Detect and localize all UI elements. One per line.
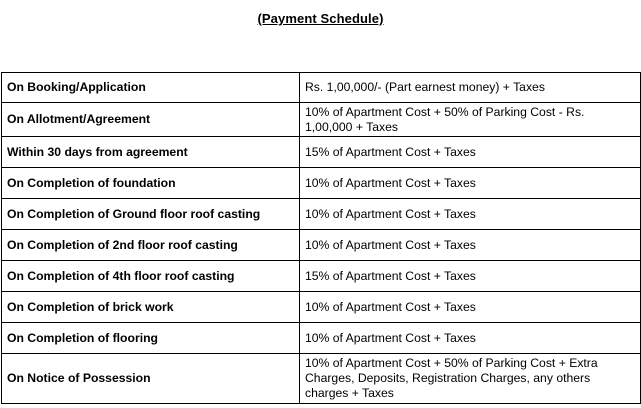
amount-cell: 10% of Apartment Cost + 50% of Parking Cost - Rs. 1,00,000 + Taxes xyxy=(300,103,641,137)
table-row xyxy=(2,354,641,404)
stage-cell: On Completion of brick work xyxy=(2,292,300,323)
table-row xyxy=(2,261,641,292)
table-row xyxy=(2,73,641,103)
amount-cell: 10% of Apartment Cost + Taxes xyxy=(300,168,641,199)
table-row xyxy=(2,137,641,168)
amount-cell: 10% of Apartment Cost + Taxes xyxy=(300,199,641,230)
table-row xyxy=(2,323,641,354)
stage-cell: On Booking/Application xyxy=(2,73,300,103)
amount-cell: 10% of Apartment Cost + Taxes xyxy=(300,230,641,261)
stage-cell: On Notice of Possession xyxy=(2,354,300,404)
stage-cell: Within 30 days from agreement xyxy=(2,137,300,168)
amount-cell: 10% of Apartment Cost + Taxes xyxy=(300,323,641,354)
table-row xyxy=(2,103,641,137)
amount-cell: 15% of Apartment Cost + Taxes xyxy=(300,137,641,168)
stage-cell: On Completion of 4th floor roof casting xyxy=(2,261,300,292)
stage-cell: On Completion of 2nd floor roof casting xyxy=(2,230,300,261)
amount-cell: 10% of Apartment Cost + Taxes xyxy=(300,292,641,323)
stage-cell: On Allotment/Agreement xyxy=(2,103,300,137)
amount-cell: Rs. 1,00,000/- (Part earnest money) + Taxes xyxy=(300,73,641,103)
table-row xyxy=(2,168,641,199)
stage-cell: On Completion of Ground floor roof casting xyxy=(2,199,300,230)
amount-cell: 15% of Apartment Cost + Taxes xyxy=(300,261,641,292)
stage-cell: On Completion of foundation xyxy=(2,168,300,199)
amount-cell: 10% of Apartment Cost + 50% of Parking Cost + Extra Charges, Deposits, Registration Charges, any others charges + Taxes xyxy=(300,354,641,404)
stage-cell: On Completion of flooring xyxy=(2,323,300,354)
page-title: (Payment Schedule) xyxy=(257,11,384,26)
payment-schedule-table xyxy=(1,72,641,404)
table-row xyxy=(2,199,641,230)
table-row xyxy=(2,292,641,323)
table-row xyxy=(2,230,641,261)
